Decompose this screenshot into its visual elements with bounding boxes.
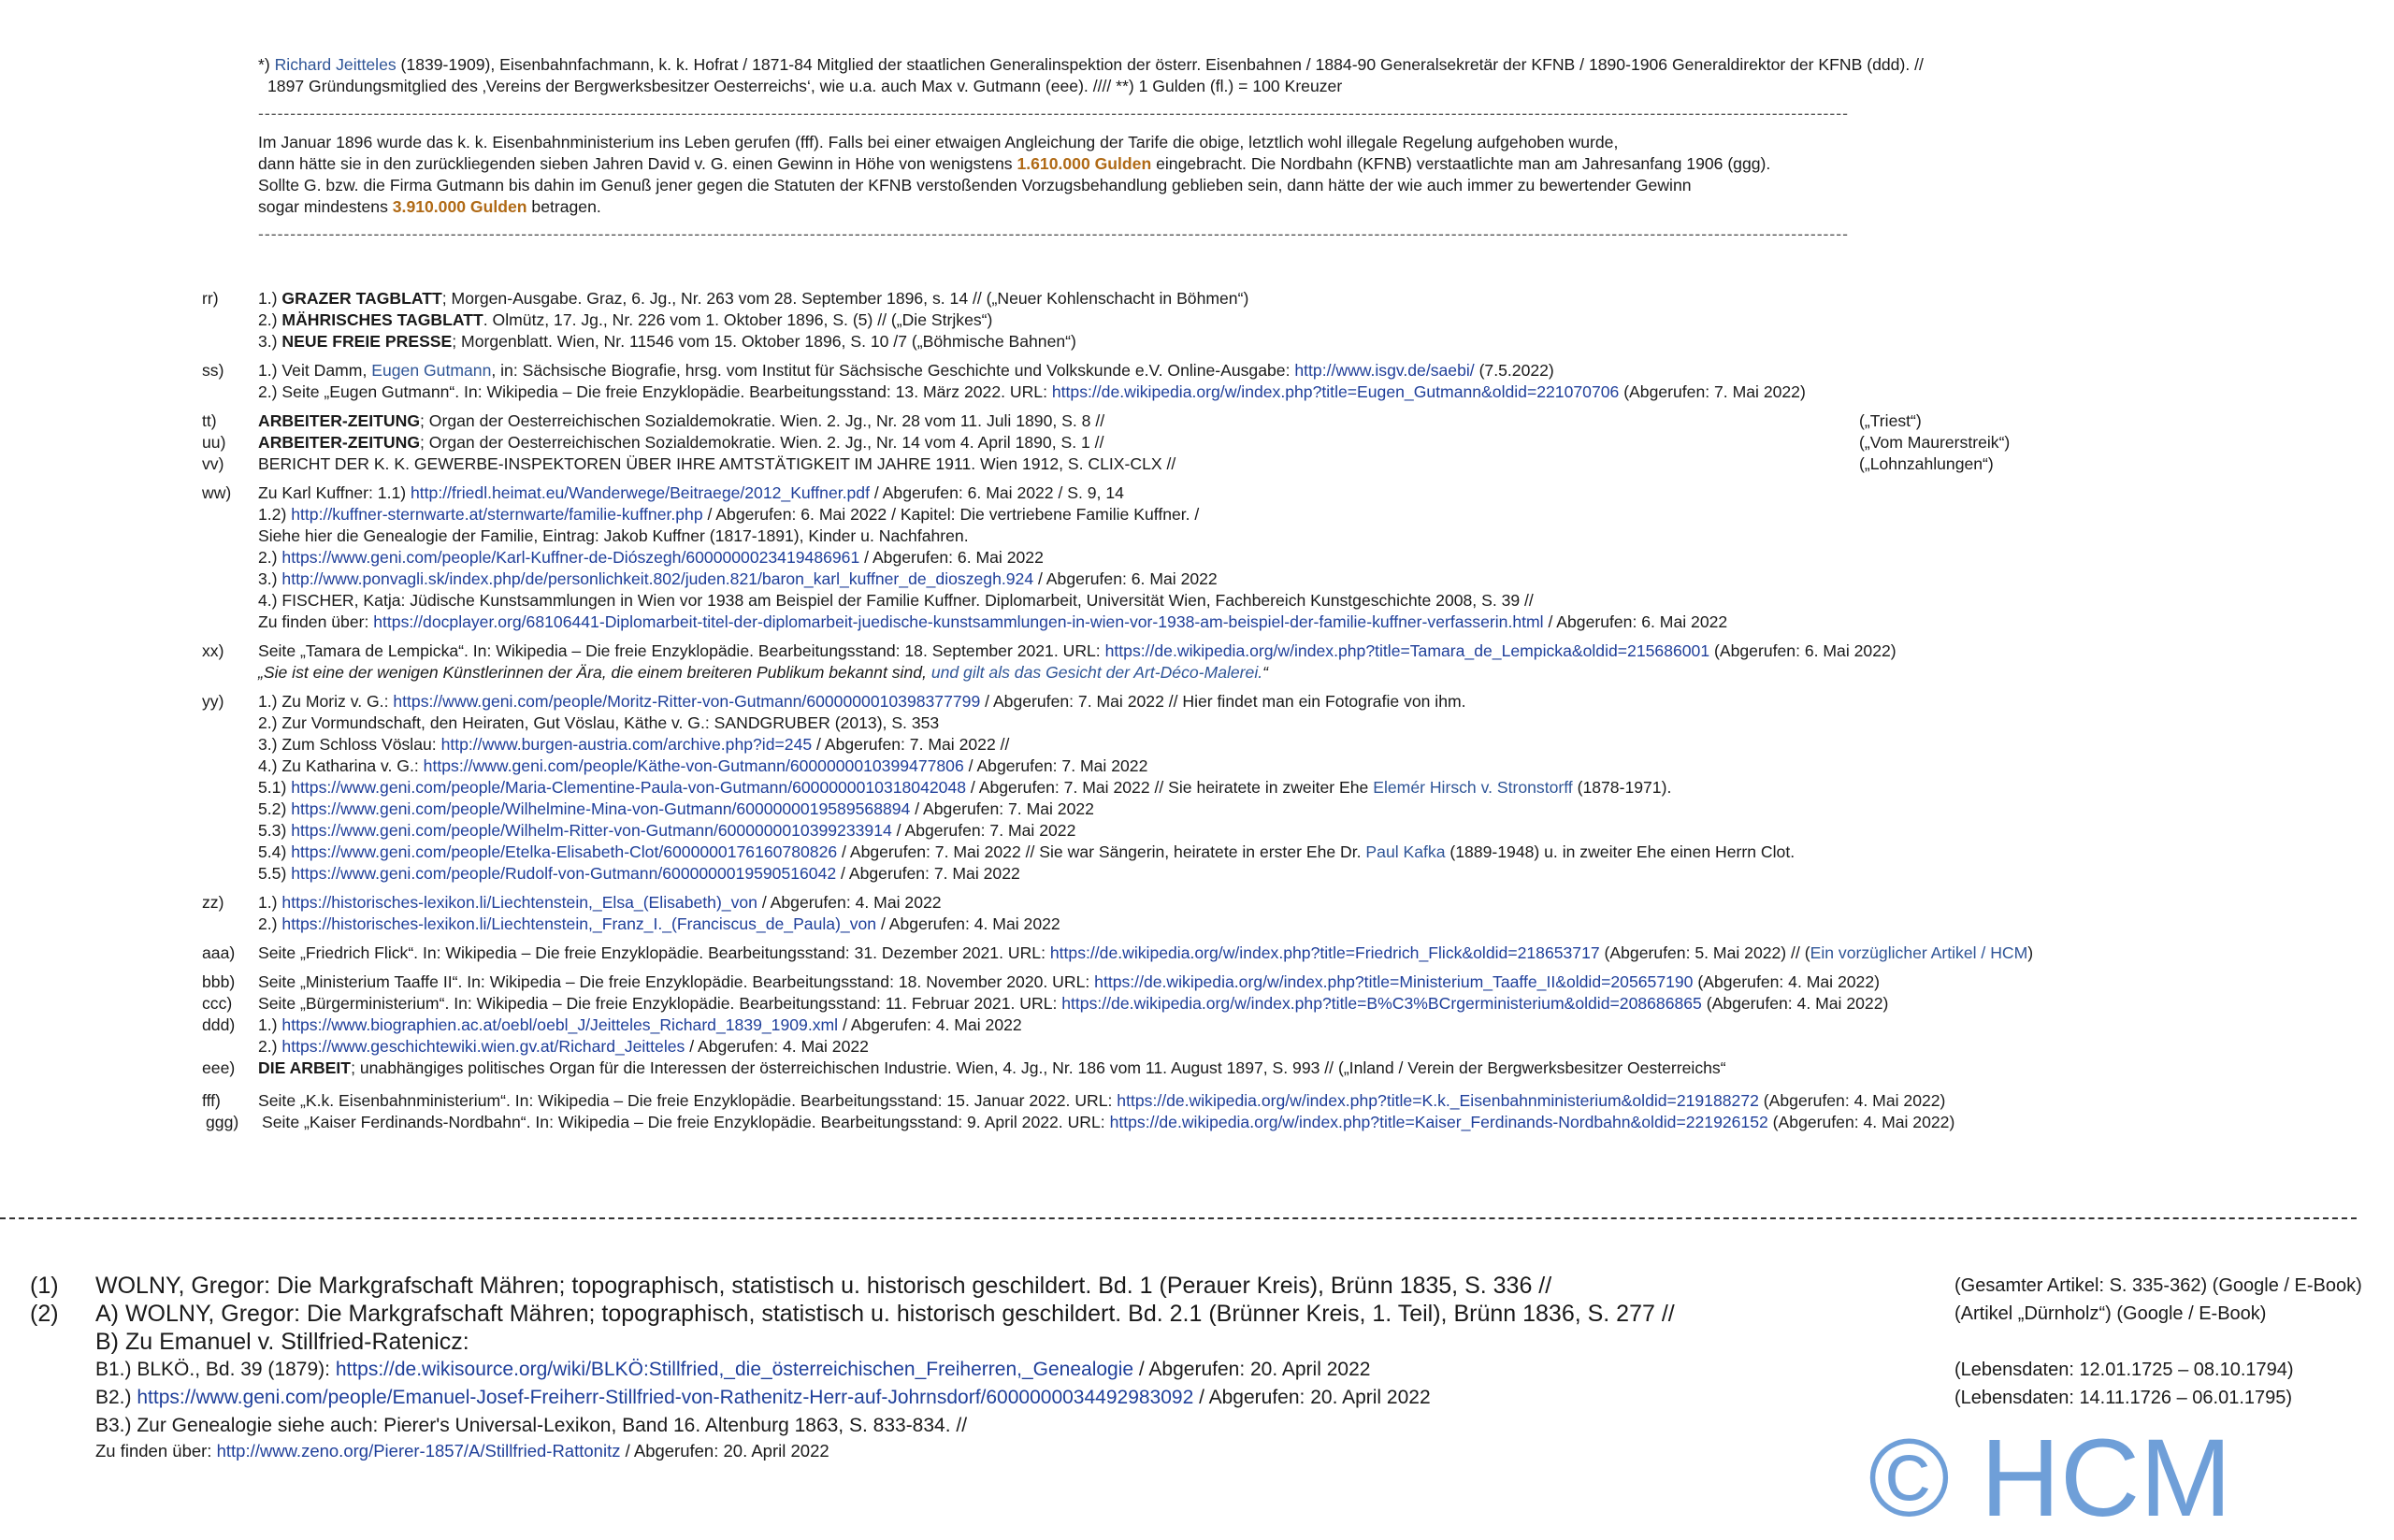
ref-zz: zz) 1.) https://historisches-lexikon.li/Liechtenstein,_Elsa_(Elisabeth)_von / Abgerufen: 4. Mai 2022 2.) https://historisches-lexikon.li/Liechtenstein,_Franz_I._(Franciscus_de_Paula)_von / Abgerufen: 4. Mai 2022: [202, 893, 1060, 933]
url-link[interactable]: https://de.wikipedia.org/w/index.php?title=B%C3%BCrgerministerium&oldid=208686865: [1061, 994, 1702, 1013]
url-link[interactable]: https://www.geni.com/people/Käthe-von-Gutmann/6000000010399477806: [423, 756, 964, 775]
copyright-watermark: © HCM: [1868, 1417, 2232, 1540]
url-link[interactable]: https://historisches-lexikon.li/Liechtenstein,_Franz_I._(Franciscus_de_Paula)_von: [281, 914, 877, 933]
source-2: (2) A) WOLNY, Gregor: Die Markgrafschaft Mähren; topographisch, statistisch u. historisch geschildert. Bd. 2.1 (Brünner Kreis, 1. Teil), Brünn 1836, S. 277 // (Artikel „Dürnholz“) (Google / E-Book) B) Zu Emanuel v. Stillfried-Ratenicz: B1.) BLKÖ., Bd. 39 (1879): https://de.wikisource.org/wiki/BLKÖ:Stillfried,_die_österreichischen_Freiherren,_Genealogie / Abgerufen: 20. April 2022 (Lebensdaten: 12.01.1725 – 08.10.1794) B2.) https://www.geni.com/people/Emanuel-Josef-Freiherr-Stillfried-von-Rathenitz-Herr-auf-Johrnsdorf/6000000034492983092 / Abgerufen: 20. April 2022 (Lebensdaten: 14.11.1726 – 06.01.1795) B3.) Zur Genealogie siehe auch: Pierer's Universal-Lexikon, Band 16. Altenburg 1863, S. 833-834. // Zu finden über: http://www.zeno.org/Pierer-1857/A/Stillfried-Rattonitz / Abgerufen: 20. April 2022: [30, 1301, 2294, 1461]
ref-aaa: aaa) Seite „Friedrich Flick“. In: Wikipedia – Die freie Enzyklopädie. Bearbeitungsstand: 31. Dezember 2021. URL: https://de.wikipedia.org/w/index.php?title=Friedrich_Flick&oldid=218653717 (Abgerufen: 5. Mai 2022) // (Ein vorzüglicher Artikel / HCM): [202, 943, 2034, 962]
ref-bbb: bbb) Seite „Ministerium Taaffe II“. In: Wikipedia – Die freie Enzyklopädie. Bearbeitungsstand: 18. November 2020. URL: https://de.wikipedia.org/w/index.php?title=Ministerium_Taaffe_II&oldid=205657190 (Abgerufen: 4. Mai 2022): [202, 972, 1880, 991]
ref-uu: uu) ARBEITER-ZEITUNG; Organ der Oesterreichischen Sozialdemokratie. Wien. 2. Jg., Nr. 14 vom 4. April 1890, S. 1 // („Vom Maurerstreik“): [202, 433, 2011, 452]
url-link[interactable]: https://docplayer.org/68106441-Diplomarbeit-titel-der-diplomarbeit-juedische-kunstsammlungen-in-wien-vor-1938-am-beispiel-der-familie-kuffner-verfasserin.html: [373, 612, 1544, 631]
url-link[interactable]: http://kuffner-sternwarte.at/sternwarte/familie-kuffner.php: [291, 505, 703, 524]
url-link[interactable]: http://www.burgen-austria.com/archive.php?id=245: [440, 735, 813, 754]
url-link[interactable]: https://www.geni.com/people/Maria-Clementine-Paula-von-Gutmann/6000000010318042048: [291, 778, 967, 797]
ref-key: rr): [202, 289, 219, 308]
url-link[interactable]: https://www.geni.com/people/Rudolf-von-Gutmann/6000000019590516042: [291, 864, 837, 883]
divider: --------------------------------------------------------------------------------------------------------------------------------------------------------------------------------------------------------------------------------------------------------: [258, 224, 1849, 243]
url-link[interactable]: https://www.geni.com/people/Etelka-Elisabeth-Clot/6000000176160780826: [291, 842, 838, 861]
url-link[interactable]: https://historisches-lexikon.li/Liechtenstein,_Elsa_(Elisabeth)_von: [281, 893, 757, 912]
url-link[interactable]: https://www.geni.com/people/Emanuel-Josef-Freiherr-Stillfried-von-Rathenitz-Herr-auf-Johrnsdorf/6000000034492983092: [137, 1387, 1194, 1408]
url-link[interactable]: https://www.biographien.ac.at/oebl/oebl_J/Jeitteles_Richard_1839_1909.xml: [281, 1015, 839, 1034]
url-link[interactable]: https://www.geschichtewiki.wien.gv.at/Richard_Jeitteles: [281, 1037, 685, 1056]
ref-eee: eee) DIE ARBEIT; unabhängiges politisches Organ für die Interessen der österreichischen Industrie. Wien, 4. Jg., Nr. 186 vom 11. August 1897, S. 993 // („Inland / Verein der Bergwerksbesitzer Oesterreichs“: [202, 1058, 1726, 1077]
divider: --------------------------------------------------------------------------------------------------------------------------------------------------------------------------------------------------------------------------------------------------------: [258, 104, 1849, 122]
ref-ccc: ccc) Seite „Bürgerministerium“. In: Wikipedia – Die freie Enzyklopädie. Bearbeitungsstand: 11. Februar 2021. URL: https://de.wikipedia.org/w/index.php?title=B%C3%BCrgerministerium&oldid=208686865 (Abgerufen: 4. Mai 2022): [202, 994, 1889, 1013]
ref-tt: tt) ARBEITER-ZEITUNG; Organ der Oesterreichischen Sozialdemokratie. Wien. 2. Jg., Nr. 28 vom 11. Juli 1890, S. 8 // („Triest“): [202, 411, 1922, 430]
url-link[interactable]: http://www.isgv.de/saebi/: [1294, 361, 1475, 380]
link-elemer-hirsch[interactable]: Elemér Hirsch v. Stronstorff: [1373, 778, 1573, 797]
ref-rr: rr) 1.) GRAZER TAGBLATT; Morgen-Ausgabe. Graz, 6. Jg., Nr. 263 vom 28. September 1896, s. 14 // („Neuer Kohlenschacht in Böhmen“) 2.) MÄHRISCHES TAGBLATT. Olmütz, 17. Jg., Nr. 226 vom 1. Oktober 1896, S. (5) // („Die Strjkes“) 3.) NEUE FREIE PRESSE; Morgenblatt. Wien, Nr. 11546 vom 15. Oktober 1896, S. 10 /7 („Böhmische Bahnen“): [202, 289, 1249, 351]
ref-ddd: ddd) 1.) https://www.biographien.ac.at/oebl/oebl_J/Jeitteles_Richard_1839_1909.xml / Abgerufen: 4. Mai 2022 2.) https://www.geschichtewiki.wien.gv.at/Richard_Jeitteles / Abgerufen: 4. Mai 2022: [202, 1015, 1022, 1056]
source-1: (1) WOLNY, Gregor: Die Markgrafschaft Mähren; topographisch, statistisch u. historisch geschildert. Bd. 1 (Perauer Kreis), Brünn 1835, S. 336 // (Gesamter Artikel: S. 335-362) (Google / E-Book): [30, 1273, 2362, 1299]
url-link[interactable]: https://www.geni.com/people/Moritz-Ritter-von-Gutmann/6000000010398377799: [393, 692, 981, 711]
link-paul-kafka[interactable]: Paul Kafka: [1365, 842, 1446, 861]
ref-fff: fff) Seite „K.k. Eisenbahnministerium“. In: Wikipedia – Die freie Enzyklopädie. Bearbeitungsstand: 15. Januar 2022. URL: https://de.wikipedia.org/w/index.php?title=K.k._Eisenbahnministerium&oldid=219188272 (Abgerufen: 4. Mai 2022): [202, 1091, 1946, 1110]
url-link[interactable]: https://de.wikipedia.org/w/index.php?title=Eugen_Gutmann&oldid=221070706: [1051, 382, 1620, 401]
url-link[interactable]: https://www.geni.com/people/Wilhelm-Ritter-von-Gutmann/6000000010399233914: [291, 821, 892, 840]
ref-yy: yy) 1.) Zu Moriz v. G.: https://www.geni.com/people/Moritz-Ritter-von-Gutmann/6000000010398377799 / Abgerufen: 7. Mai 2022 // Hier findet man ein Fotografie von ihm. 2.) Zur Vormundschaft, den Heiraten, Gut Vöslau, Käthe v. G.: SANDGRUBER (2013), S. 353 3.) Zum Schloss Vöslau: http://www.burgen-austria.com/archive.php?id=245 / Abgerufen: 7. Mai 2022 // 4.) Zu Katharina v. G.: https://www.geni.com/people/Käthe-von-Gutmann/6000000010399477806 / Abgerufen: 7. Mai 2022 5.1) https://www.geni.com/people/Maria-Clementine-Paula-von-Gutmann/6000000010318042048 / Abgerufen: 7. Mai 2022 // Sie heiratete in zweiter Ehe Elemér Hirsch v. Stronstorff (1878-1971). 5.2) https://www.geni.com/people/Wilhelmine-Mina-von-Gutmann/6000000019589568894 / Abgerufen: 7. Mai 2022 5.3) https://www.geni.com/people/Wilhelm-Ritter-von-Gutmann/6000000010399233914 / Abgerufen: 7. Mai 2022 5.4) https://www.geni.com/people/Etelka-Elisabeth-Clot/6000000176160780826 / Abgerufen: 7. Mai 2022 // Sie war Sängerin, heiratete in erster Ehe Dr. Paul Kafka (1889-1948) u. in zweiter Ehe einen Herrn Clot. 5.5) https://www.geni.com/people/Rudolf-von-Gutmann/6000000019590516042 / Abgerufen: 7. Mai 2022: [202, 692, 1796, 883]
ref-xx: xx) Seite „Tamara de Lempicka“. In: Wikipedia – Die freie Enzyklopädie. Bearbeitungsstand: 18. September 2021. URL: https://de.wikipedia.org/w/index.php?title=Tamara_de_Lempicka&oldid=215686001 (Abgerufen: 6. Mai 2022) „Sie ist eine der wenigen Künstlerinnen der Ära, die einem breiteren Publikum bekannt sind, und gilt als das Gesicht der Art-Déco-Malerei.“: [202, 641, 1896, 682]
url-link[interactable]: http://www.zeno.org/Pierer-1857/A/Stillfried-Rattonitz: [216, 1441, 621, 1461]
amount-2: 3.910.000 Gulden: [392, 197, 527, 216]
url-link[interactable]: http://www.ponvagli.sk/index.php/de/personlichkeit.802/juden.821/baron_karl_kuffner_de_dioszegh.924: [281, 569, 1034, 588]
footnote-jeitteles: *) Richard Jeitteles (1839-1909), Eisenbahnfachmann, k. k. Hofrat / 1871-84 Mitglied der staatlichen Generalinspektion der österr. Eisenbahnen / 1884-90 Generalsekretär der KFNB / 1890-1906 Generaldirektor der KFNB (ddd). //: [258, 55, 1924, 74]
references-list: [0, 288, 2394, 1141]
paragraph-eisenbahnministerium: Im Januar 1896 wurde das k. k. Eisenbahnministerium ins Leben gerufen (fff). Falls bei einer etwaigen Angleichung der Tarife die obige, letztlich wohl illegale Regelung aufgehoben wurde, dann hätte sie in den zurückliegenden sieben Jahren David v. G. einen Gewinn in Höhe von wenigstens 1.610.000 Gulden eingebracht. Die Nordbahn (KFNB) verstaatlichte man am Jahresanfang 1906 (ggg). Sollte G. bzw. die Firma Gutmann bis dahin im Genuß jener gegen die Statuten der KFNB verstoßenden Vorzugsbehandlung geblieben sein, dann hätte der wie auch immer zu bewertender Gewinn sogar mindestens 3.910.000 Gulden betragen.: [258, 133, 1771, 216]
footnote-jeitteles-cont: 1897 Gründungsmitglied des ‚Vereins der Bergwerksbesitzer Oesterreichs‘, wie u.a. auch Max v. Gutmann (eee). //// **) 1 Gulden (fl.) = 100 Kreuzer: [267, 77, 1343, 95]
url-link[interactable]: https://de.wikipedia.org/w/index.php?title=K.k._Eisenbahnministerium&oldid=219188272: [1117, 1091, 1759, 1110]
ref-vv: vv) BERICHT DER K. K. GEWERBE-INSPEKTOREN ÜBER IHRE AMTSTÄTIGKEIT IM JAHRE 1911. Wien 1912, S. CLIX-CLX // („Lohnzahlungen“): [202, 454, 1994, 473]
ref-ww: ww) Zu Karl Kuffner: 1.1) http://friedl.heimat.eu/Wanderwege/Beitraege/2012_Kuffner.pdf / Abgerufen: 6. Mai 2022 / S. 9, 14 1.2) http://kuffner-sternwarte.at/sternwarte/familie-kuffner.php / Abgerufen: 6. Mai 2022 / Kapitel: Die vertriebene Familie Kuffner. / Siehe hier die Genealogie der Familie, Eintrag: Jakob Kuffner (1817-1891), Kinder u. Nachfahren. 2.) https://www.geni.com/people/Karl-Kuffner-de-Diószegh/6000000023419486961 / Abgerufen: 6. Mai 2022 3.) http://www.ponvagli.sk/index.php/de/personlichkeit.802/juden.821/baron_karl_kuffner_de_dioszegh.924 / Abgerufen: 6. Mai 2022 4.) FISCHER, Katja: Jüdische Kunstsammlungen in Wien vor 1938 am Beispiel der Familie Kuffner. Diplomarbeit, Universität Wien, Fachbereich Kunstgeschichte 2008, S. 39 // Zu finden über: https://docplayer.org/68106441-Diplomarbeit-titel-der-diplomarbeit-juedische-kunstsammlungen-in-wien-vor-1938-am-beispiel-der-familie-kuffner-verfasserin.html / Abgerufen: 6. Mai 2022: [202, 483, 1728, 631]
url-link[interactable]: https://de.wikipedia.org/w/index.php?title=Ministerium_Taaffe_II&oldid=205657190: [1094, 972, 1694, 991]
ref-ss: ss) 1.) Veit Damm, Eugen Gutmann, in: Sächsische Biografie, hrsg. vom Institut für Sächsische Geschichte und Volkskunde e.V. Online-Ausgabe: http://www.isgv.de/saebi/ (7.5.2022) 2.) Seite „Eugen Gutmann“. In: Wikipedia – Die freie Enzyklopädie. Bearbeitungsstand: 13. März 2022. URL: https://de.wikipedia.org/w/index.php?title=Eugen_Gutmann&oldid=221070706 (Abgerufen: 7. Mai 2022): [202, 361, 1806, 401]
amount-1: 1.610.000 Gulden: [1017, 154, 1152, 173]
link-richard-jeitteles[interactable]: Richard Jeitteles: [274, 55, 397, 74]
ref-ggg: ggg) Seite „Kaiser Ferdinands-Nordbahn“. In: Wikipedia – Die freie Enzyklopädie. Bearbeitungsstand: 9. April 2022. URL: https://de.wikipedia.org/w/index.php?title=Kaiser_Ferdinands-Nordbahn&oldid=221926152 (Abgerufen: 4. Mai 2022): [206, 1113, 1955, 1131]
url-link[interactable]: https://de.wikisource.org/wiki/BLKÖ:Stillfried,_die_österreichischen_Freiherren,_Genealogie: [335, 1359, 1134, 1380]
link-eugen-gutmann[interactable]: Eugen Gutmann: [371, 361, 492, 380]
intro-footnotes: [258, 54, 2315, 252]
ref-key: ss): [202, 361, 224, 380]
url-link[interactable]: https://de.wikipedia.org/w/index.php?title=Kaiser_Ferdinands-Nordbahn&oldid=221926152: [1109, 1113, 1768, 1131]
section-divider: [0, 1217, 2357, 1219]
url-link[interactable]: https://de.wikipedia.org/w/index.php?title=Tamara_de_Lempicka&oldid=215686001: [1104, 641, 1710, 660]
url-link[interactable]: https://de.wikipedia.org/w/index.php?title=Friedrich_Flick&oldid=218653717: [1049, 943, 1600, 962]
url-link[interactable]: https://www.geni.com/people/Wilhelmine-Mina-von-Gutmann/6000000019589568894: [291, 799, 911, 818]
url-link[interactable]: http://friedl.heimat.eu/Wanderwege/Beitraege/2012_Kuffner.pdf: [410, 483, 870, 502]
url-link[interactable]: https://www.geni.com/people/Karl-Kuffner-de-Diószegh/6000000023419486961: [281, 548, 860, 567]
